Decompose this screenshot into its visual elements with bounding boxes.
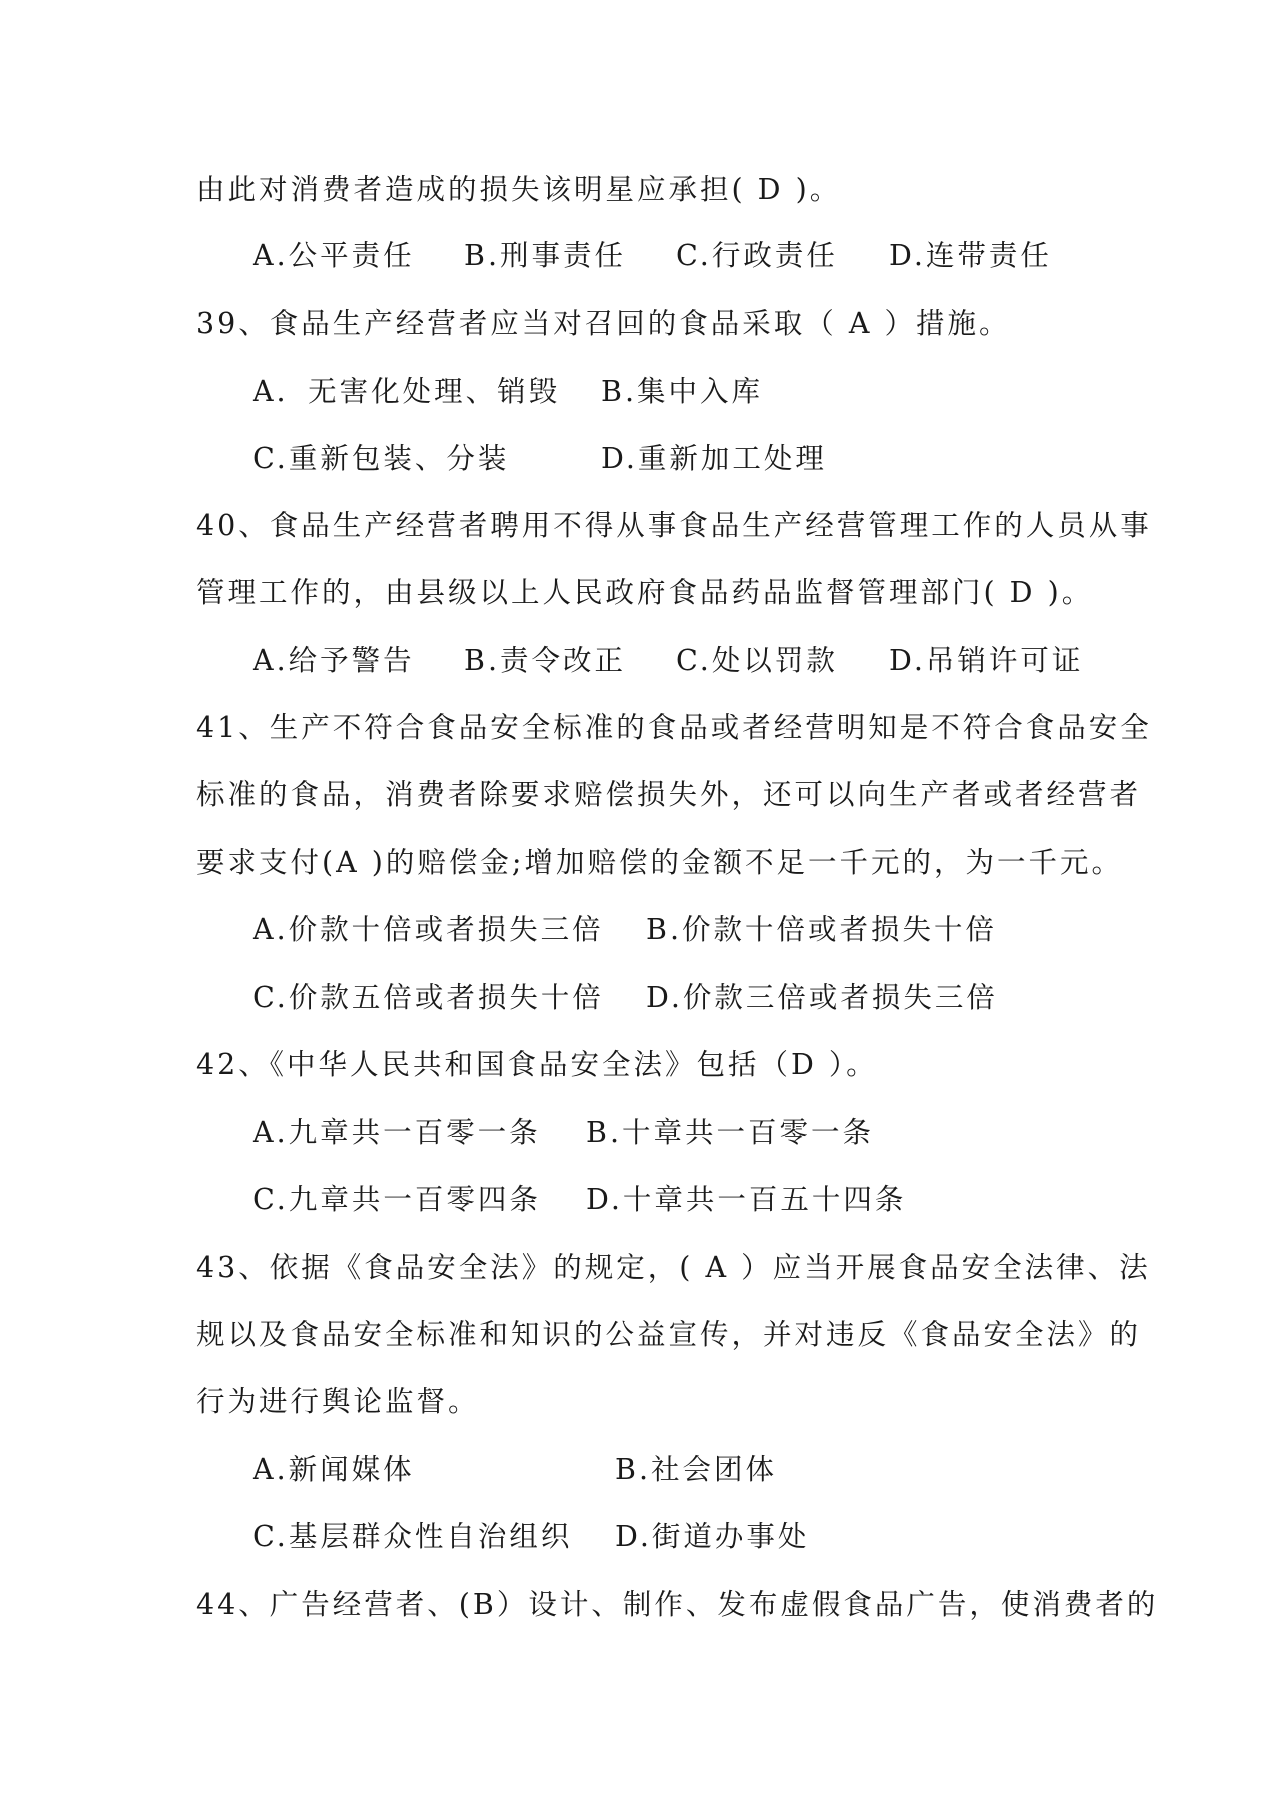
q42-stem: 42、《中华人民共和国食品安全法》包括（D ）。 [196,1048,878,1081]
q43-stem-line3: 行为进行舆论监督。 [196,1385,480,1418]
q41-stem-line1: 41、生产不符合食品安全标准的食品或者经营明知是不符合食品安全 [196,711,1152,744]
q42-option-a: A.九章共一百零一条 [253,1116,541,1149]
q39-option-b: B.集中入库 [601,375,764,408]
q40-stem-line2: 管理工作的，由县级以上人民政府食品药品监督管理部门( D )。 [196,576,1094,609]
q43-stem-line1: 43、依据《食品安全法》的规定，( A ）应当开展食品安全法律、法 [196,1251,1151,1284]
q43-option-d: D.街道办事处 [615,1520,810,1553]
q44-stem: 44、广告经营者、(B）设计、制作、发布虚假食品广告，使消费者的 [196,1588,1159,1621]
q41-option-c: C.价款五倍或者损失十倍 [253,981,604,1014]
q38-stem-tail: 由此对消费者造成的损失该明星应承担( D )。 [196,173,842,206]
q40-option-b: B.责令改正 [464,644,627,677]
q40-option-c: C.处以罚款 [676,644,838,677]
q39-option-c: C.重新包装、分装 [253,442,510,475]
q38-option-c: C.行政责任 [676,239,838,272]
q41-option-a: A.价款十倍或者损失三倍 [253,913,604,946]
q38-option-b: B.刑事责任 [464,239,627,272]
q39-option-a: A．无害化处理、销毁 [253,375,561,408]
q40-option-a: A.给予警告 [253,644,415,677]
q38-option-a: A.公平责任 [253,239,415,272]
q39-option-d: D.重新加工处理 [601,442,827,475]
q41-option-b: B.价款十倍或者损失十倍 [646,913,998,946]
q43-stem-line2: 规以及食品安全标准和知识的公益宣传，并对违反《食品安全法》的 [196,1318,1142,1351]
q42-option-c: C.九章共一百零四条 [253,1183,541,1216]
q43-option-a: A.新闻媒体 [253,1453,415,1486]
q39-stem: 39、食品生产经营者应当对召回的食品采取（ A ）措施。 [196,307,1011,340]
q43-option-b: B.社会团体 [615,1453,778,1486]
q43-option-c: C.基层群众性自治组织 [253,1520,573,1553]
q41-stem-line2: 标准的食品，消费者除要求赔偿损失外，还可以向生产者或者经营者 [196,778,1142,811]
q40-stem-line1: 40、食品生产经营者聘用不得从事食品生产经营管理工作的人员从事 [196,509,1152,542]
q42-option-b: B.十章共一百零一条 [586,1116,875,1149]
q40-option-d: D.吊销许可证 [889,644,1084,677]
q42-option-d: D.十章共一百五十四条 [586,1183,907,1216]
q38-option-d: D.连带责任 [889,239,1052,272]
q41-stem-line3: 要求支付(A )的赔偿金;增加赔偿的金额不足一千元的，为一千元。 [196,846,1123,879]
q41-option-d: D.价款三倍或者损失三倍 [646,981,998,1014]
